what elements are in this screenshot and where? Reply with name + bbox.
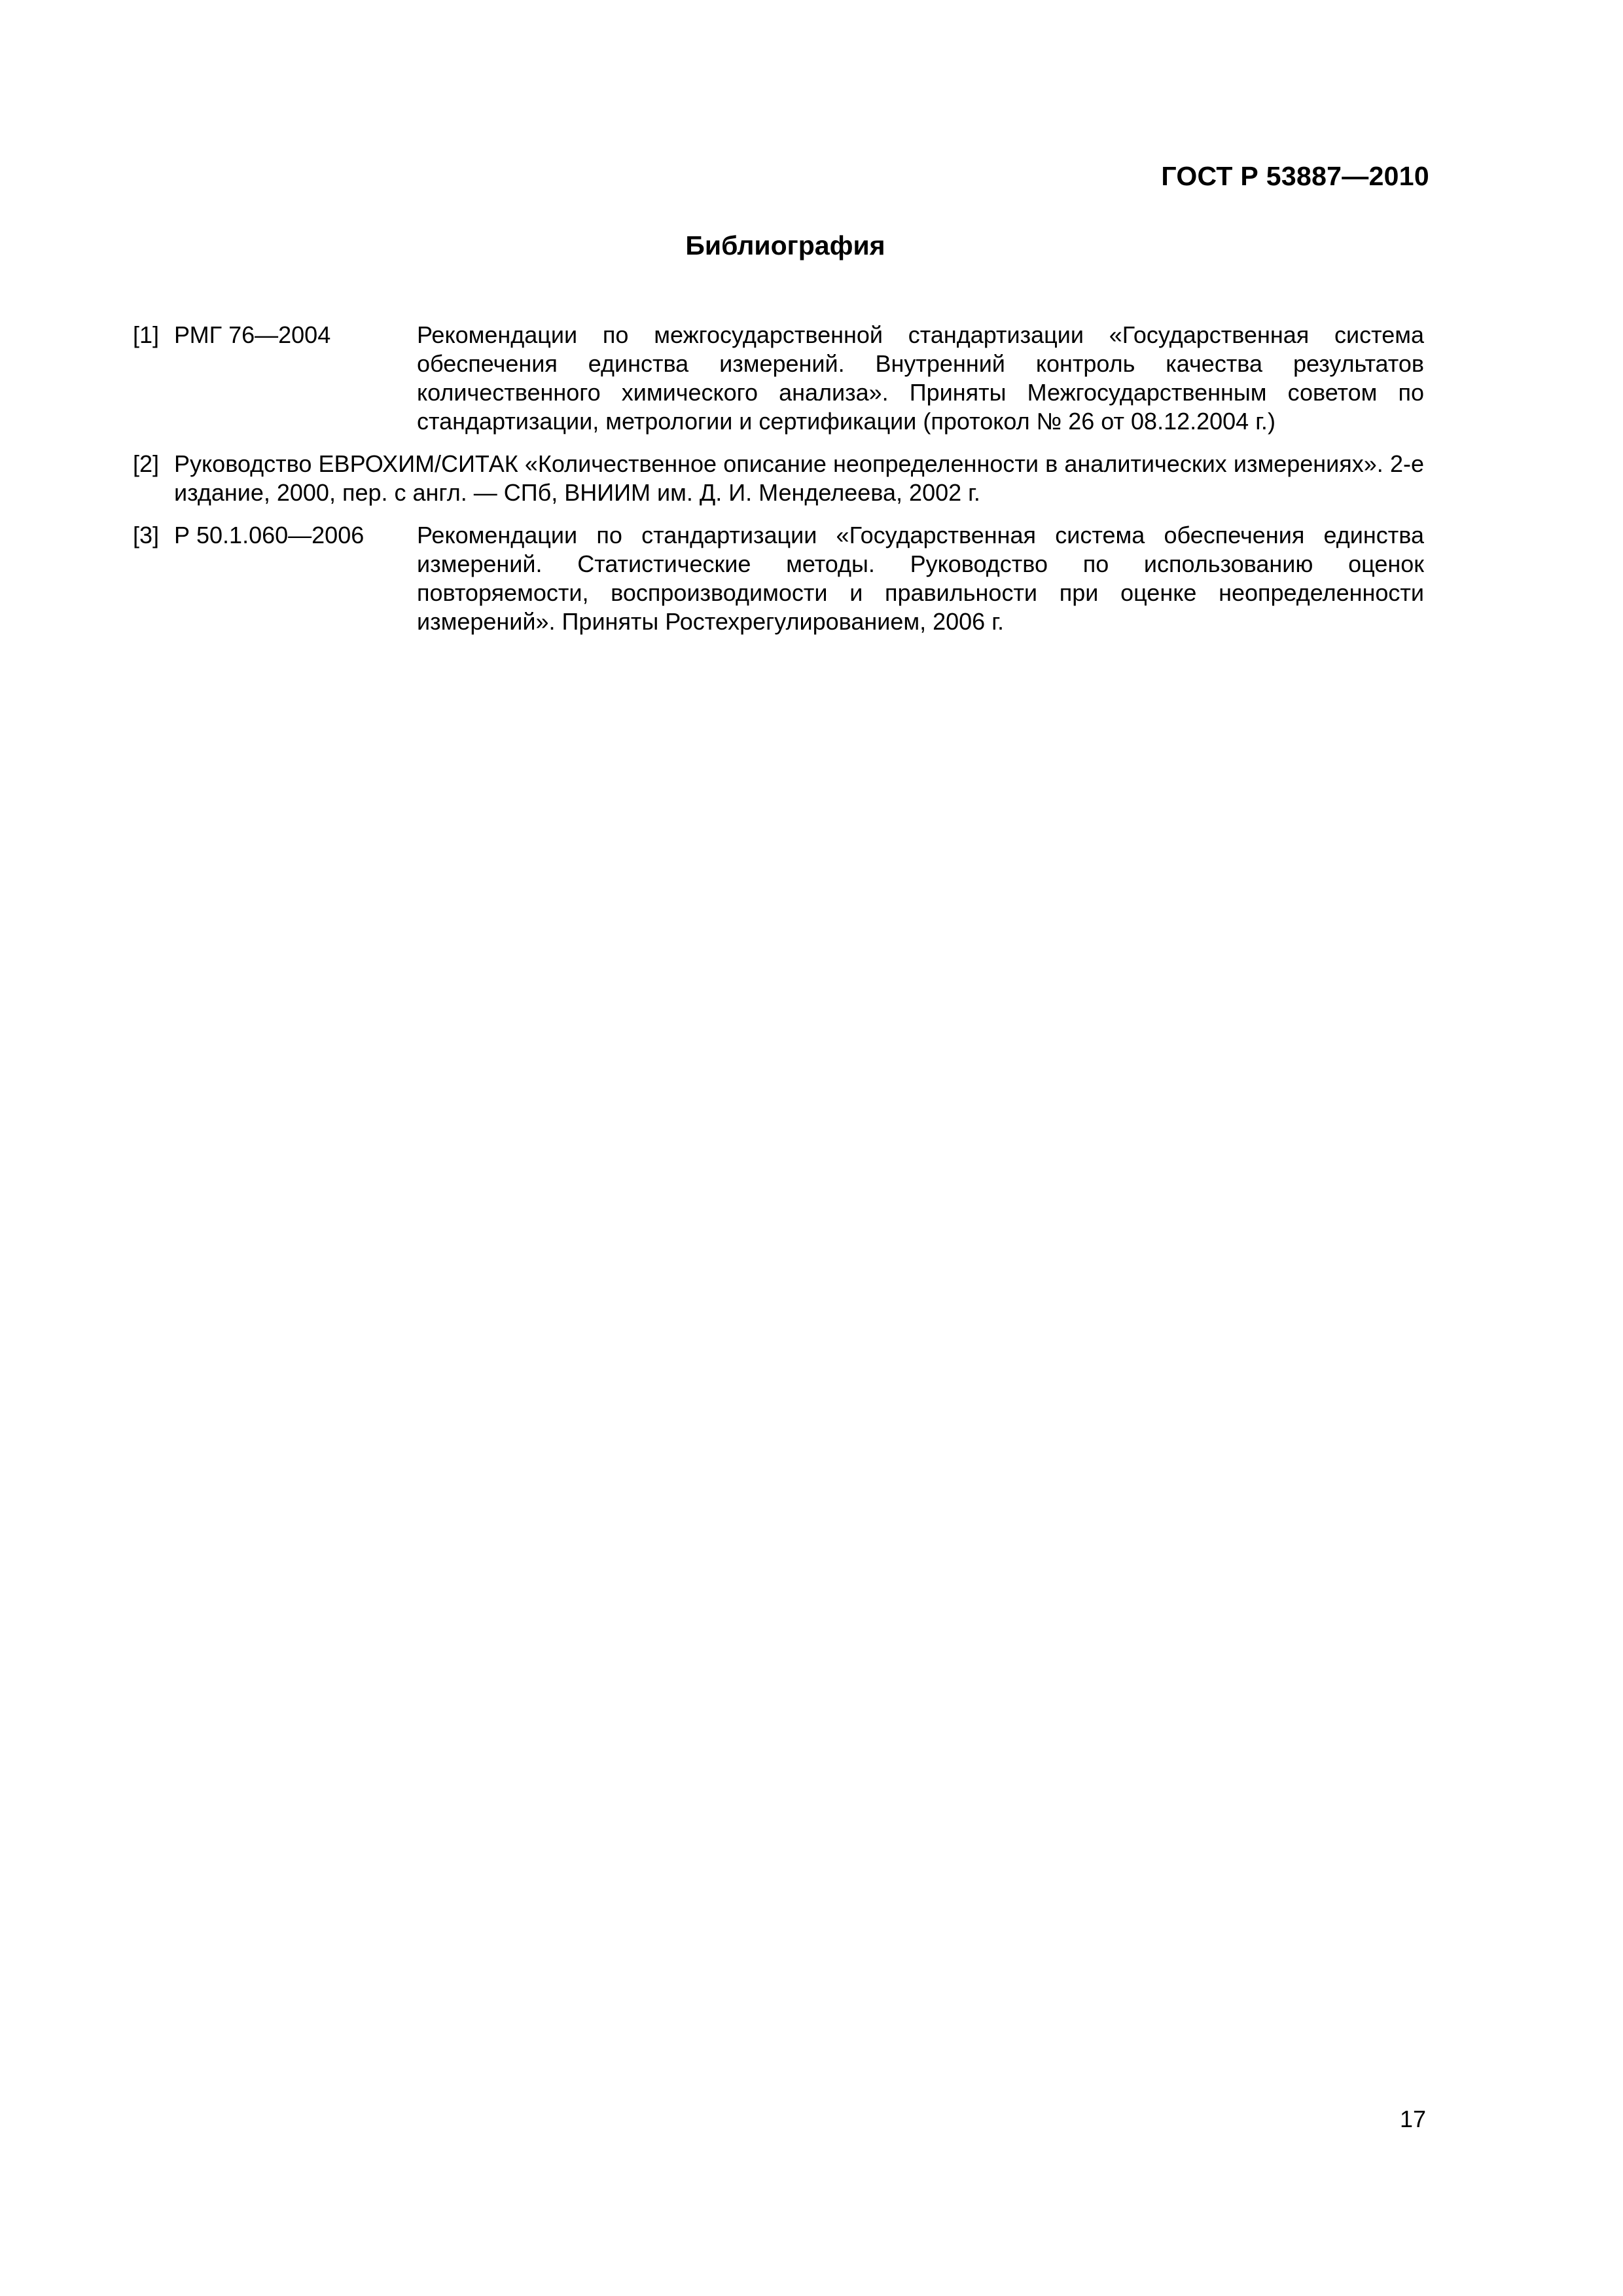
entry-number: [3] <box>133 522 160 548</box>
document-standard-id: ГОСТ Р 53887—2010 <box>1161 161 1429 191</box>
bibliography-entry <box>133 450 1424 507</box>
bibliography-title: Библиография <box>685 230 885 260</box>
page-number: 17 <box>1399 2106 1426 2132</box>
entry-code: Р 50.1.060—2006 <box>174 522 365 548</box>
bibliography-entry <box>133 521 1424 636</box>
entry-text: Рекомендации по стандартизации «Государственная система обеспечения единства измерений. Статистические методы. Руководство по использованию оценок повторяемости, воспроизводимости и правильности при оценке неопределенности измерений». Приняты Ростехрегулированием, 2006 г. <box>417 522 1424 635</box>
entry-text: Руководство ЕВРОХИМ/СИТАК «Количественное описание неопределенности в аналитических измерениях». 2-е издание, 2000, пер. с англ. — СПб, ВНИИМ им. Д. И. Менделеева, 2002 г. <box>174 450 1424 506</box>
bibliography-entry <box>133 321 1424 436</box>
entry-code: РМГ 76—2004 <box>174 321 331 348</box>
entry-text: Рекомендации по межгосударственной стандартизации «Государственная система обеспечения единства измерений. Внутренний контроль качества результатов количественного химического анализа». Приняты Межгосударственным советом по стандартизации, метрологии и сертификации (протокол № 26 от 08.12.2004 г.) <box>417 321 1424 435</box>
entry-number: [2] <box>133 450 160 477</box>
bibliography-list <box>133 321 1424 650</box>
entry-number: [1] <box>133 321 160 348</box>
